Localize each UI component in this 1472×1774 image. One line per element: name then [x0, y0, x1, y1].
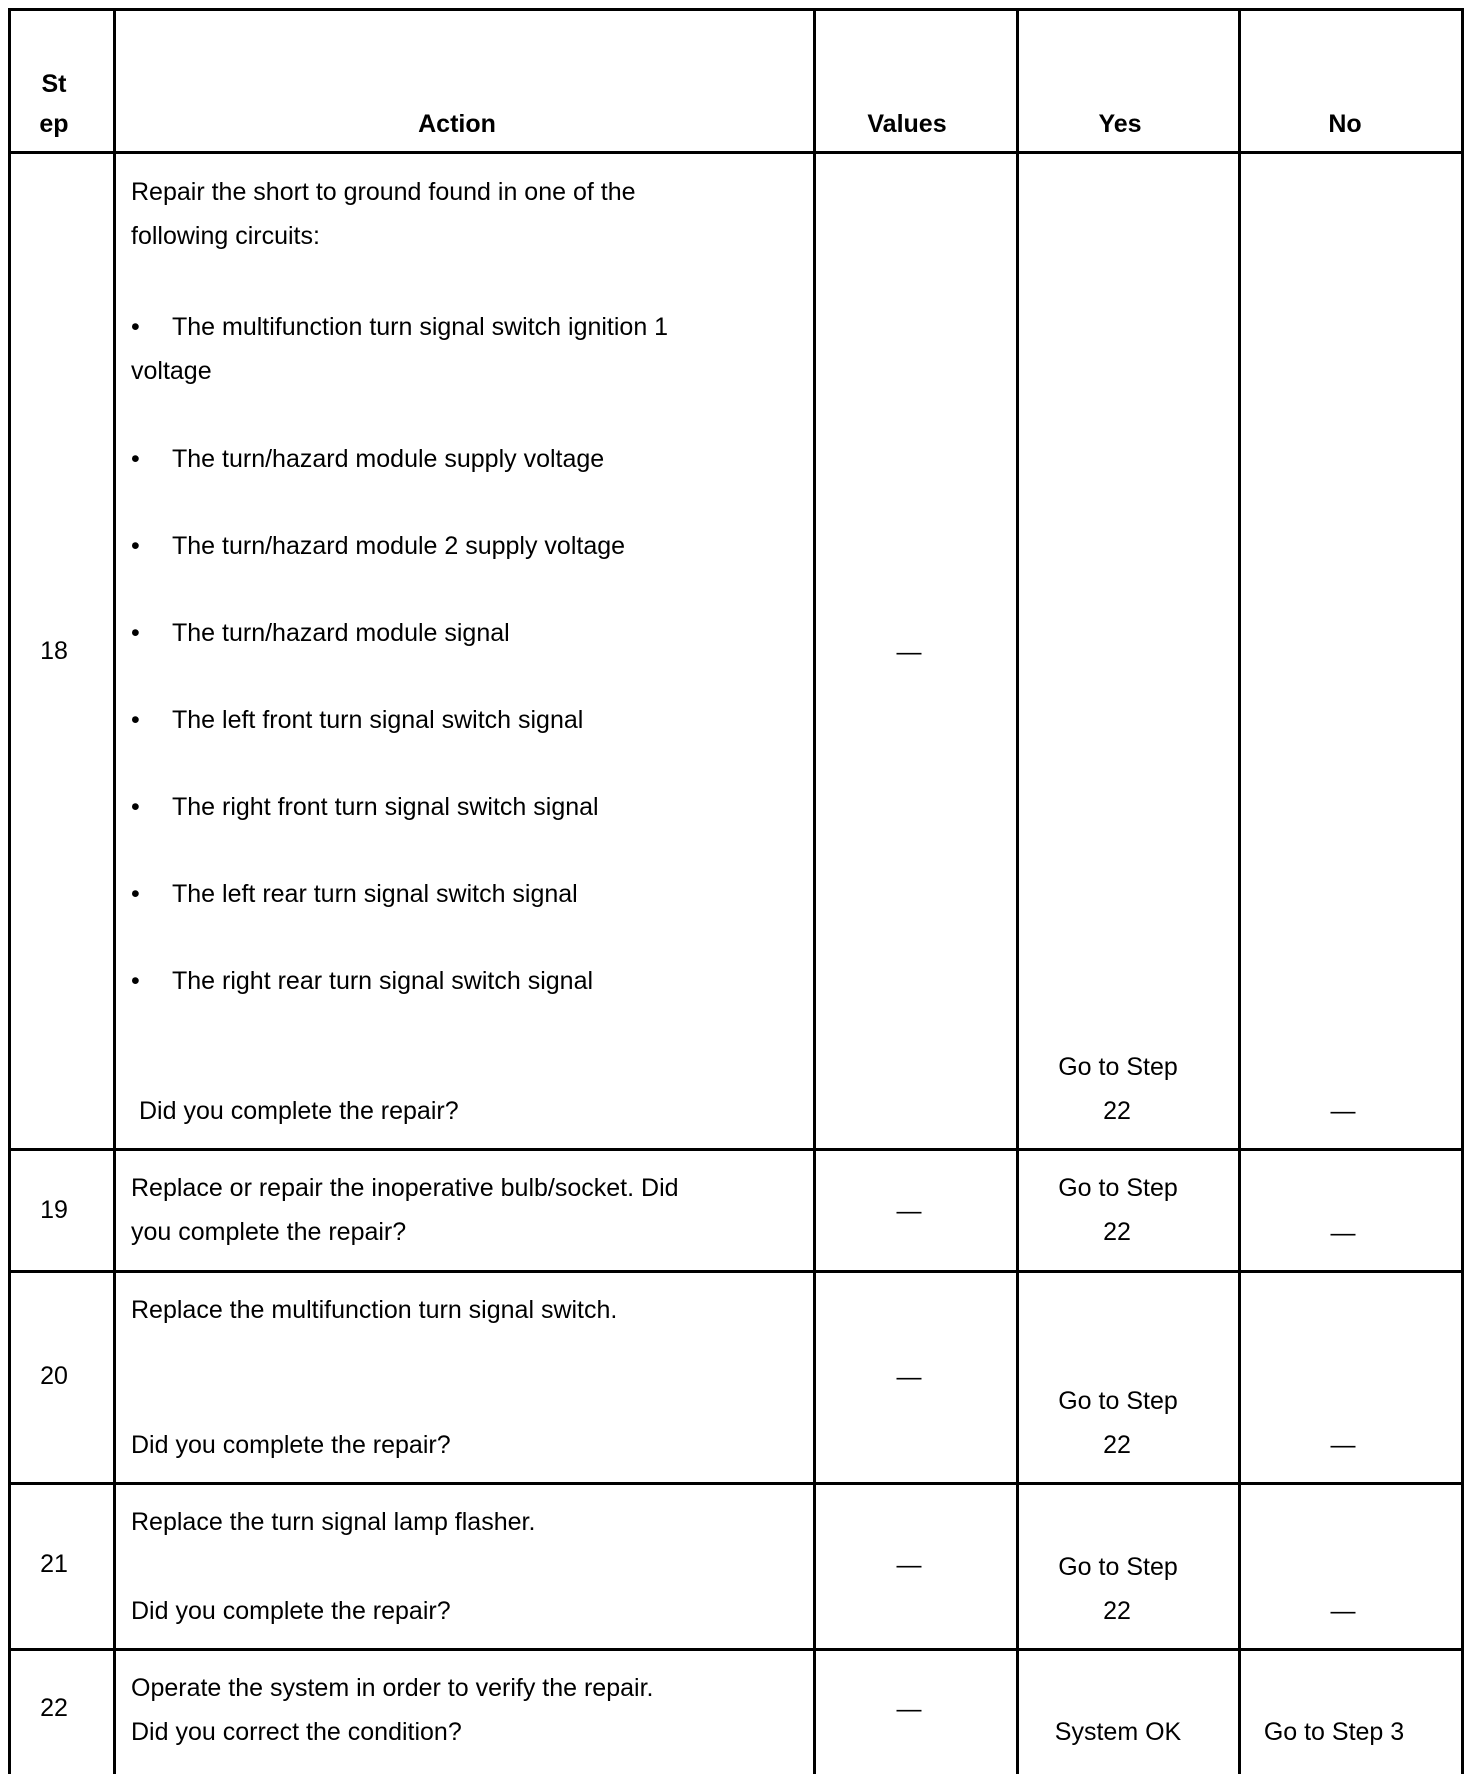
- no-result: —: [1330, 1097, 1356, 1125]
- action-line1: Replace the turn signal lamp flasher.: [131, 1508, 536, 1536]
- header-step-line2: ep: [39, 110, 69, 138]
- values-dash: —: [896, 638, 922, 666]
- bullet-dot: •: [131, 619, 140, 647]
- yes-result-line1: Go to Step: [1058, 1174, 1178, 1202]
- action-line1: Replace or repair the inoperative bulb/socket. Did: [131, 1174, 679, 1202]
- step-number: 20: [40, 1362, 68, 1390]
- step-number: 18: [40, 637, 68, 665]
- bullet-dot: •: [131, 880, 140, 908]
- action-line1: Operate the system in order to verify the repair.: [131, 1674, 654, 1702]
- no-result: —: [1330, 1219, 1356, 1247]
- action-line2: Did you complete the repair?: [131, 1597, 451, 1625]
- row-divider-19-20: [8, 1270, 1464, 1273]
- bullet-item: The left front turn signal switch signal: [172, 706, 584, 734]
- action-question: Did you complete the repair?: [139, 1097, 459, 1125]
- yes-result: System OK: [1054, 1718, 1182, 1746]
- values-dash: —: [896, 1363, 922, 1391]
- col-divider-values-yes: [1016, 8, 1019, 1774]
- action-intro-line2: following circuits:: [131, 222, 320, 250]
- col-divider-action-values: [813, 8, 816, 1774]
- step-number: 21: [40, 1550, 68, 1578]
- col-divider-step-action: [113, 8, 116, 1774]
- bullet-item: The right front turn signal switch signal: [172, 793, 599, 821]
- col-divider-yes-no: [1238, 8, 1241, 1774]
- header-step-line1: St: [41, 70, 67, 98]
- row-divider-21-22: [8, 1648, 1464, 1651]
- step-number: 22: [40, 1694, 68, 1722]
- bullet-item: The right rear turn signal switch signal: [172, 967, 594, 995]
- header-yes: Yes: [1098, 110, 1142, 138]
- values-dash: —: [896, 1695, 922, 1723]
- action-line2: you complete the repair?: [131, 1218, 407, 1246]
- bullet-item: The left rear turn signal switch signal: [172, 880, 578, 908]
- row-divider-18-19: [8, 1148, 1464, 1151]
- header-values: Values: [867, 110, 947, 138]
- header-action: Action: [418, 110, 496, 138]
- yes-result-line1: Go to Step: [1058, 1053, 1178, 1081]
- col-divider-right: [1461, 8, 1464, 1774]
- no-result: —: [1330, 1431, 1356, 1459]
- bullet-item: The turn/hazard module 2 supply voltage: [172, 532, 626, 560]
- action-line2: Did you correct the condition?: [131, 1718, 462, 1746]
- no-result: Go to Step 3: [1263, 1718, 1405, 1746]
- bullet-dot: •: [131, 445, 140, 473]
- action-line2: Did you complete the repair?: [131, 1431, 451, 1459]
- row-divider-20-21: [8, 1482, 1464, 1485]
- yes-result-line2: 22: [1103, 1097, 1131, 1125]
- values-dash: —: [896, 1197, 922, 1225]
- no-result: —: [1330, 1597, 1356, 1625]
- bullet-item: The multifunction turn signal switch ignition 1: [172, 313, 669, 341]
- bullet-dot: •: [131, 706, 140, 734]
- bullet-dot: •: [131, 793, 140, 821]
- bullet-item: The turn/hazard module signal: [172, 619, 510, 647]
- bullet-item-continuation: voltage: [131, 357, 212, 385]
- step-number: 19: [40, 1196, 68, 1224]
- bullet-item: The turn/hazard module supply voltage: [172, 445, 605, 473]
- bullet-dot: •: [131, 313, 140, 341]
- header-divider: [8, 151, 1464, 154]
- values-dash: —: [896, 1551, 922, 1579]
- yes-result-line1: Go to Step: [1058, 1553, 1178, 1581]
- yes-result-line2: 22: [1103, 1431, 1131, 1459]
- bullet-dot: •: [131, 532, 140, 560]
- header-no: No: [1328, 110, 1362, 138]
- table-border-top: [8, 8, 1464, 11]
- yes-result-line2: 22: [1103, 1597, 1131, 1625]
- yes-result-line2: 22: [1103, 1218, 1131, 1246]
- yes-result-line1: Go to Step: [1058, 1387, 1178, 1415]
- bullet-dot: •: [131, 967, 140, 995]
- action-line1: Replace the multifunction turn signal switch.: [131, 1296, 618, 1324]
- action-intro-line1: Repair the short to ground found in one of the: [131, 178, 636, 206]
- col-divider-left: [8, 8, 11, 1774]
